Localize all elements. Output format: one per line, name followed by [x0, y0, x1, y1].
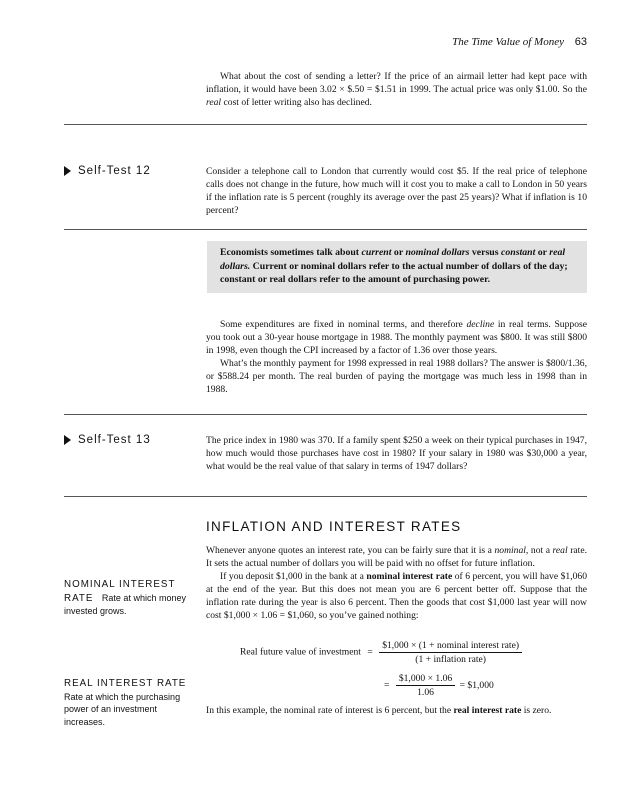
- callout-text: or: [535, 247, 550, 258]
- fraction-numerator: $1,000 × (1 + nominal interest rate): [379, 640, 522, 653]
- running-header: [452, 36, 587, 48]
- header-title: The Time Value of Money: [452, 36, 564, 48]
- callout-emphasis: nominal dollars: [405, 247, 470, 258]
- mortgage-paragraph-2: What’s the monthly payment for 1998 expressed in real 1988 dollars? The answer is $800/1.36, or $588.24 per month. The real burden of paying the mortgage was much less in 1998 than in 1988.: [206, 358, 587, 395]
- fraction-denominator: 1.06: [417, 687, 434, 698]
- intro-text-end: cost of letter writing also has declined.: [221, 97, 372, 108]
- mortgage-paragraphs: [206, 318, 587, 396]
- self-test-12-label: [64, 165, 151, 177]
- triangle-bullet-icon: [64, 166, 71, 176]
- callout-text: or: [391, 247, 406, 258]
- margin-note-real: [64, 678, 198, 728]
- callout-text: Economists sometimes talk about: [220, 247, 362, 258]
- key-term-nominal: nominal interest rate: [366, 571, 453, 582]
- fraction-denominator: (1 + inflation rate): [415, 654, 486, 665]
- section-paragraph-3: [206, 704, 587, 717]
- section-emphasis: real: [552, 545, 568, 556]
- section-text: If you deposit $1,000 in the bank at a: [220, 571, 367, 582]
- intro-text: What about the cost of sending a letter? If the price of an airmail letter had kept pace with inflation, it would have been 3.02 × $.50 = $1.51 in 1999. The actual price was only $1.00. So the: [206, 71, 587, 95]
- margin-definition: Rate at which the purchasing power of an investment increases.: [64, 691, 181, 727]
- intro-paragraph: [206, 70, 587, 109]
- equation-fraction-1: [379, 640, 522, 665]
- mortgage-text: in real terms. Suppose you took out a 30-year house mortgage in 1988. The monthly payment was $800. It was still $800 in 1998, even though the CPI increased by a factor of 1.36 over those years.: [206, 319, 587, 356]
- section-paragraph-1: [206, 544, 587, 570]
- divider-rule: [64, 414, 587, 415]
- mortgage-text: Some expenditures are fixed in nominal terms, and therefore: [220, 319, 467, 330]
- key-term-real: real interest rate: [453, 705, 522, 716]
- equation-lhs: Real future value of investment: [240, 646, 361, 658]
- equation-equals: =: [384, 679, 390, 691]
- section-paragraphs: [206, 544, 587, 622]
- equation-result: = $1,000: [459, 679, 494, 691]
- mortgage-paragraph-1: [206, 318, 587, 357]
- self-test-13-text: [206, 434, 587, 473]
- section-heading: INFLATION AND INTEREST RATES: [206, 519, 462, 534]
- section-text: Whenever anyone quotes an interest rate, you can be fairly sure that it is a: [206, 545, 495, 556]
- callout-text: Current or nominal dollars refer to the actual number of dollars of the day; constant or real dollars refer to the amount of purchasing power.: [220, 260, 568, 285]
- section-text: rate. It sets the actual number of dollars you will be paid with no offset for future inflation.: [206, 545, 587, 569]
- self-test-13-body: The price index in 1980 was 370. If a family spent $250 a week on their typical purchases in 1947, how much would those purchases have cost in 1980? If your salary in 1980 was $30,000 a year, what would be the real value of that salary in terms of 1947 dollars?: [206, 435, 587, 472]
- section-text: of 6 percent, you will have $1,060 at the end of the year. But this does not mean you are 6 percent better off. Suppose that the inflation rate during the year is also 6 percent. Then the goods that cost $1,000 last year will now cost $1,000 × 1.06 = $1,060, so you’ve gained nothing:: [206, 571, 587, 621]
- definition-callout-box: [207, 241, 587, 293]
- margin-definition: Rate at which money invested grows.: [64, 592, 186, 616]
- equation-equals: =: [367, 646, 373, 658]
- section-paragraph-2: [206, 570, 587, 622]
- intro-emphasis: real: [206, 97, 222, 108]
- section-text: is zero.: [521, 705, 552, 716]
- self-test-13-title: Self-Test 13: [78, 434, 151, 446]
- callout-emphasis: constant: [501, 247, 536, 258]
- page-number: 63: [574, 36, 587, 48]
- margin-note-nominal: [64, 578, 198, 618]
- fraction-numerator: $1,000 × 1.06: [396, 673, 455, 686]
- callout-emphasis: real dollars.: [220, 247, 566, 272]
- triangle-bullet-icon: [64, 435, 71, 445]
- equation-line-1: [240, 640, 522, 665]
- self-test-13-label: [64, 434, 151, 446]
- callout-emphasis: current: [361, 247, 392, 258]
- divider-rule: [64, 496, 587, 497]
- section-text: In this example, the nominal rate of interest is 6 percent, but the: [206, 705, 454, 716]
- self-test-12-text: [206, 165, 587, 217]
- section-emphasis: nominal,: [494, 545, 529, 556]
- mortgage-emphasis: decline: [466, 319, 495, 330]
- margin-term: REAL INTEREST RATE: [64, 678, 187, 689]
- divider-rule: [64, 124, 587, 125]
- divider-rule: [64, 229, 587, 230]
- self-test-12-body: Consider a telephone call to London that currently would cost $5. If the real price of telephone calls does not change in the future, how much will it cost you to make a call to London in 50 years if the inflation rate is 5 percent (roughly its average over the past 25 years)? What if inflation is 10 percent?: [206, 166, 587, 216]
- self-test-12-title: Self-Test 12: [78, 165, 151, 177]
- equation-fraction-2: [396, 673, 455, 698]
- section-text: not a: [528, 545, 553, 556]
- callout-text: versus: [469, 247, 501, 258]
- equation-line-2: [384, 673, 494, 698]
- margin-term: NOMINAL INTEREST RATE: [64, 579, 176, 604]
